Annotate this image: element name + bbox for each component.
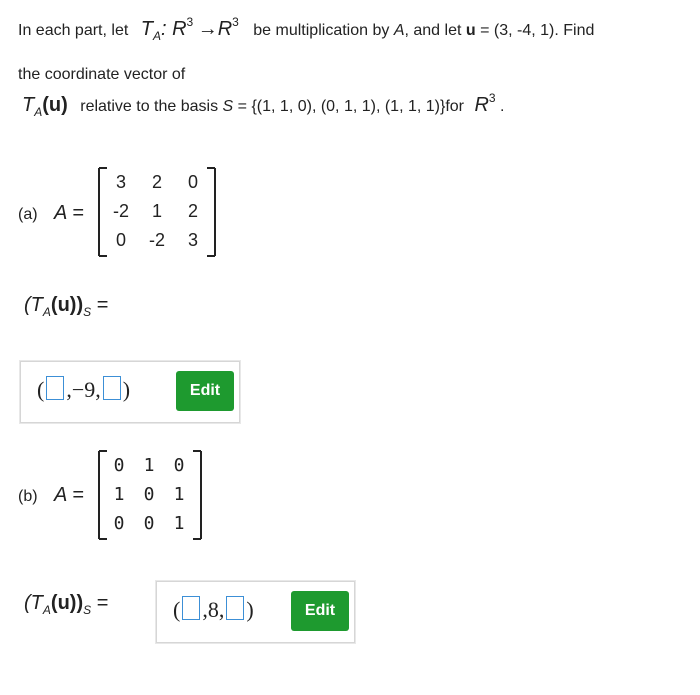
Tu-argument: (u) [42,94,68,116]
u-vector: u [465,22,476,39]
problem-line-1 [18,15,595,43]
S-variable: S [222,98,234,115]
period: . [500,98,505,115]
part-a-coordinate-label: $(T_A(u))_S$ = [24,294,109,319]
matrix-b-cell: 1 [173,484,185,505]
matrix-b-cell: 0 [143,513,155,534]
part-b-blank-2[interactable] [226,596,244,620]
T-symbol-2: T [22,94,35,116]
A-variable: A [393,22,405,39]
map-domain: : R [160,18,187,40]
T-subscript-2: A [34,105,43,119]
matrix-b-cell: 1 [143,455,155,476]
part-a-blank-1[interactable] [46,376,64,400]
matrix-a-cell: 0 [115,230,126,250]
arrow-symbol: → [197,18,218,40]
part-b-label: (b) [18,488,38,505]
matrix-a-cell: -2 [148,230,165,250]
part-b-edit-button[interactable]: Edit [291,591,349,631]
R-space: R [474,94,489,116]
part-b-answer-box [156,581,355,643]
part-b-answer: ( ,8, ) [173,597,254,622]
matrix-a-cell: 3 [187,230,198,250]
part-a-label: (a) [18,206,38,223]
matrix-b-cell: 0 [113,513,125,534]
matrix-b-cell: 0 [173,455,185,476]
matrix-b-cell: 1 [113,484,125,505]
T-symbol: T [140,18,153,40]
problem-line-2: the coordinate vector of [18,66,186,83]
intro-pre: In each part, let [18,22,129,39]
part-a-matrix [98,168,216,256]
T-subscript: A [152,29,161,43]
part-a-edit-button[interactable]: Edit [176,371,234,411]
part-a-answer: ( ,−9, ) [37,377,131,402]
codomain-exponent: 3 [232,15,239,29]
part-b-A-equals: A = [54,484,84,506]
matrix-a-cell: 2 [187,201,198,221]
matrix-a-cell: 3 [115,172,126,192]
matrix-b-cell: 0 [113,455,125,476]
part-b-coordinate-label: $(T_A(u))_S$ = [24,592,109,617]
part-b-blank-1[interactable] [182,596,200,620]
matrix-a-cell: 2 [151,172,162,192]
problem-line-3 [22,91,505,119]
basis-text: relative to the basis [80,98,219,115]
part-b-matrix [98,451,202,539]
matrix-b-cell: 0 [143,484,155,505]
matrix-a-cell: 0 [187,172,198,192]
part-a-A-equals: A = [54,202,84,224]
intro-post-3: = (3, -4, 1). Find [480,22,595,39]
basis-set: = {(1, 1, 0), (0, 1, 1), (1, 1, 1)}for [237,98,464,115]
codomain-R: R [217,18,233,40]
part-a-blank-2[interactable] [103,376,121,400]
matrix-a-cell: 1 [151,201,162,221]
domain-exponent: 3 [186,15,194,29]
matrix-a-cell: -2 [112,201,129,221]
intro-post-1: be multiplication by [253,22,390,39]
part-a-answer-box [20,361,240,423]
matrix-b-cell: 1 [173,513,185,534]
intro-post-2: , and let [404,22,462,39]
R-space-exponent: 3 [488,91,496,105]
